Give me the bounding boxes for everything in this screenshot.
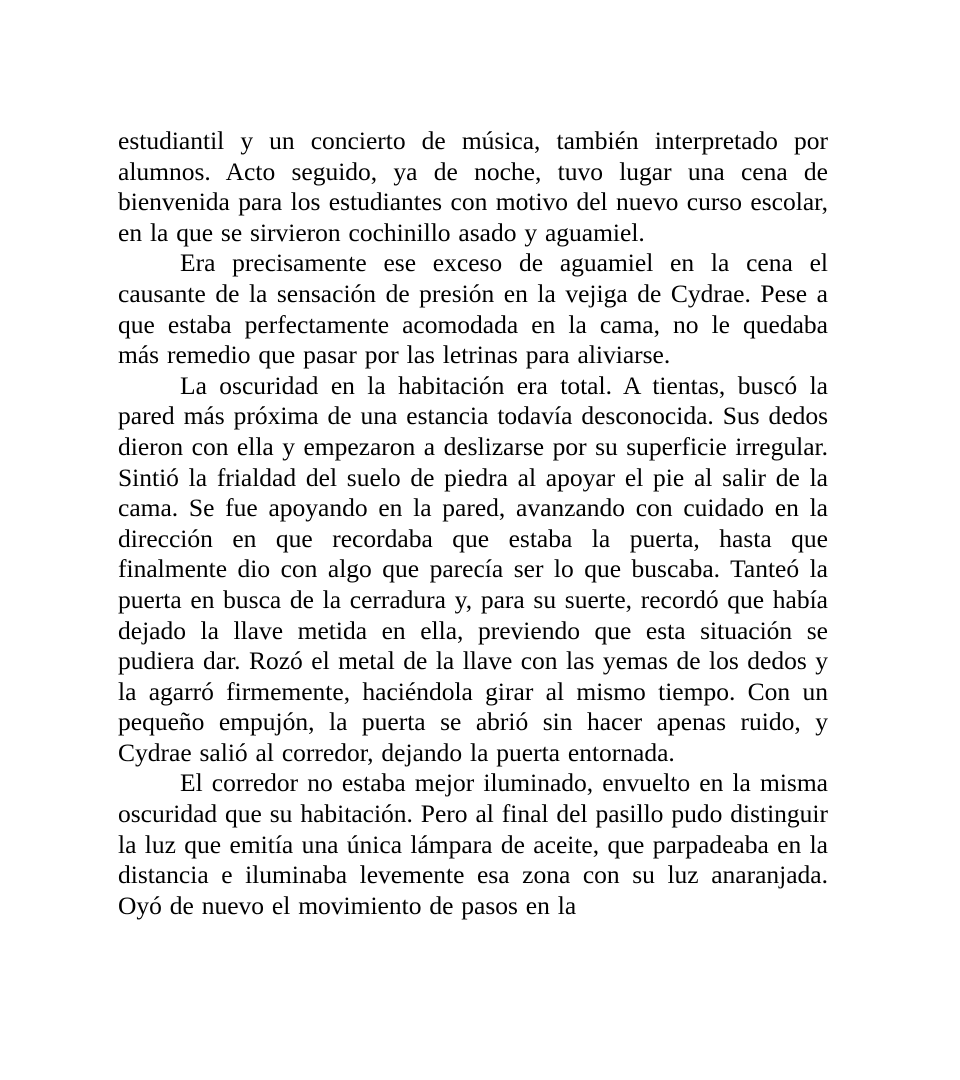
- paragraph: Era precisamente ese exceso de aguamiel en la cena el causante de la sensación de presión en la vejiga de Cydrae. Pese a que estaba perfectamente acomodada en la cama, no le quedaba más remedio que pasar por las letrinas para aliviarse.: [118, 248, 828, 370]
- paragraph-continuation: estudiantil y un concierto de música, también interpretado por alumnos. Acto seguido, ya de noche, tuvo lugar una cena de bienvenida para los estudiantes con motivo del nuevo curso escolar, en la que se sirvieron cochinillo asado y aguamiel.: [118, 126, 828, 247]
- paragraph: La oscuridad en la habitación era total. A tientas, buscó la pared más próxima de una estancia todavía desconocida. Sus dedos dieron con ella y empezaron a deslizarse por su superficie irregular. Sintió la frialdad del suelo de piedra al apoyar el pie al salir de la cama. Se fue apoyando en la pared, avanzando con cuidado en la dirección en que recordaba que estaba la puerta, hasta que finalmente dio con algo que parecía ser lo que buscaba. Tanteó la puerta en busca de la cerradura y, para su suerte, recordó que había dejado la llave metida en ella, previendo que esta situación se pudiera dar. Rozó el metal de la llave con las yemas de los dedos y la agarró firmemente, haciéndola girar al mismo tiempo. Con un pequeño empujón, la puerta se abrió sin hacer apenas ruido, y Cydrae salió al corredor, dejando la puerta entornada.: [118, 370, 828, 767]
- paragraph: El corredor no estaba mejor iluminado, envuelto en la misma oscuridad que su habitación. Pero al final del pasillo pudo distinguir la luz que emitía una única lámpara de aceite, que parpadeaba en la distancia e iluminaba levemente esa zona con su luz anaranjada. Oyó de nuevo el movimiento de pasos en la: [118, 768, 828, 920]
- body-text: [118, 126, 828, 921]
